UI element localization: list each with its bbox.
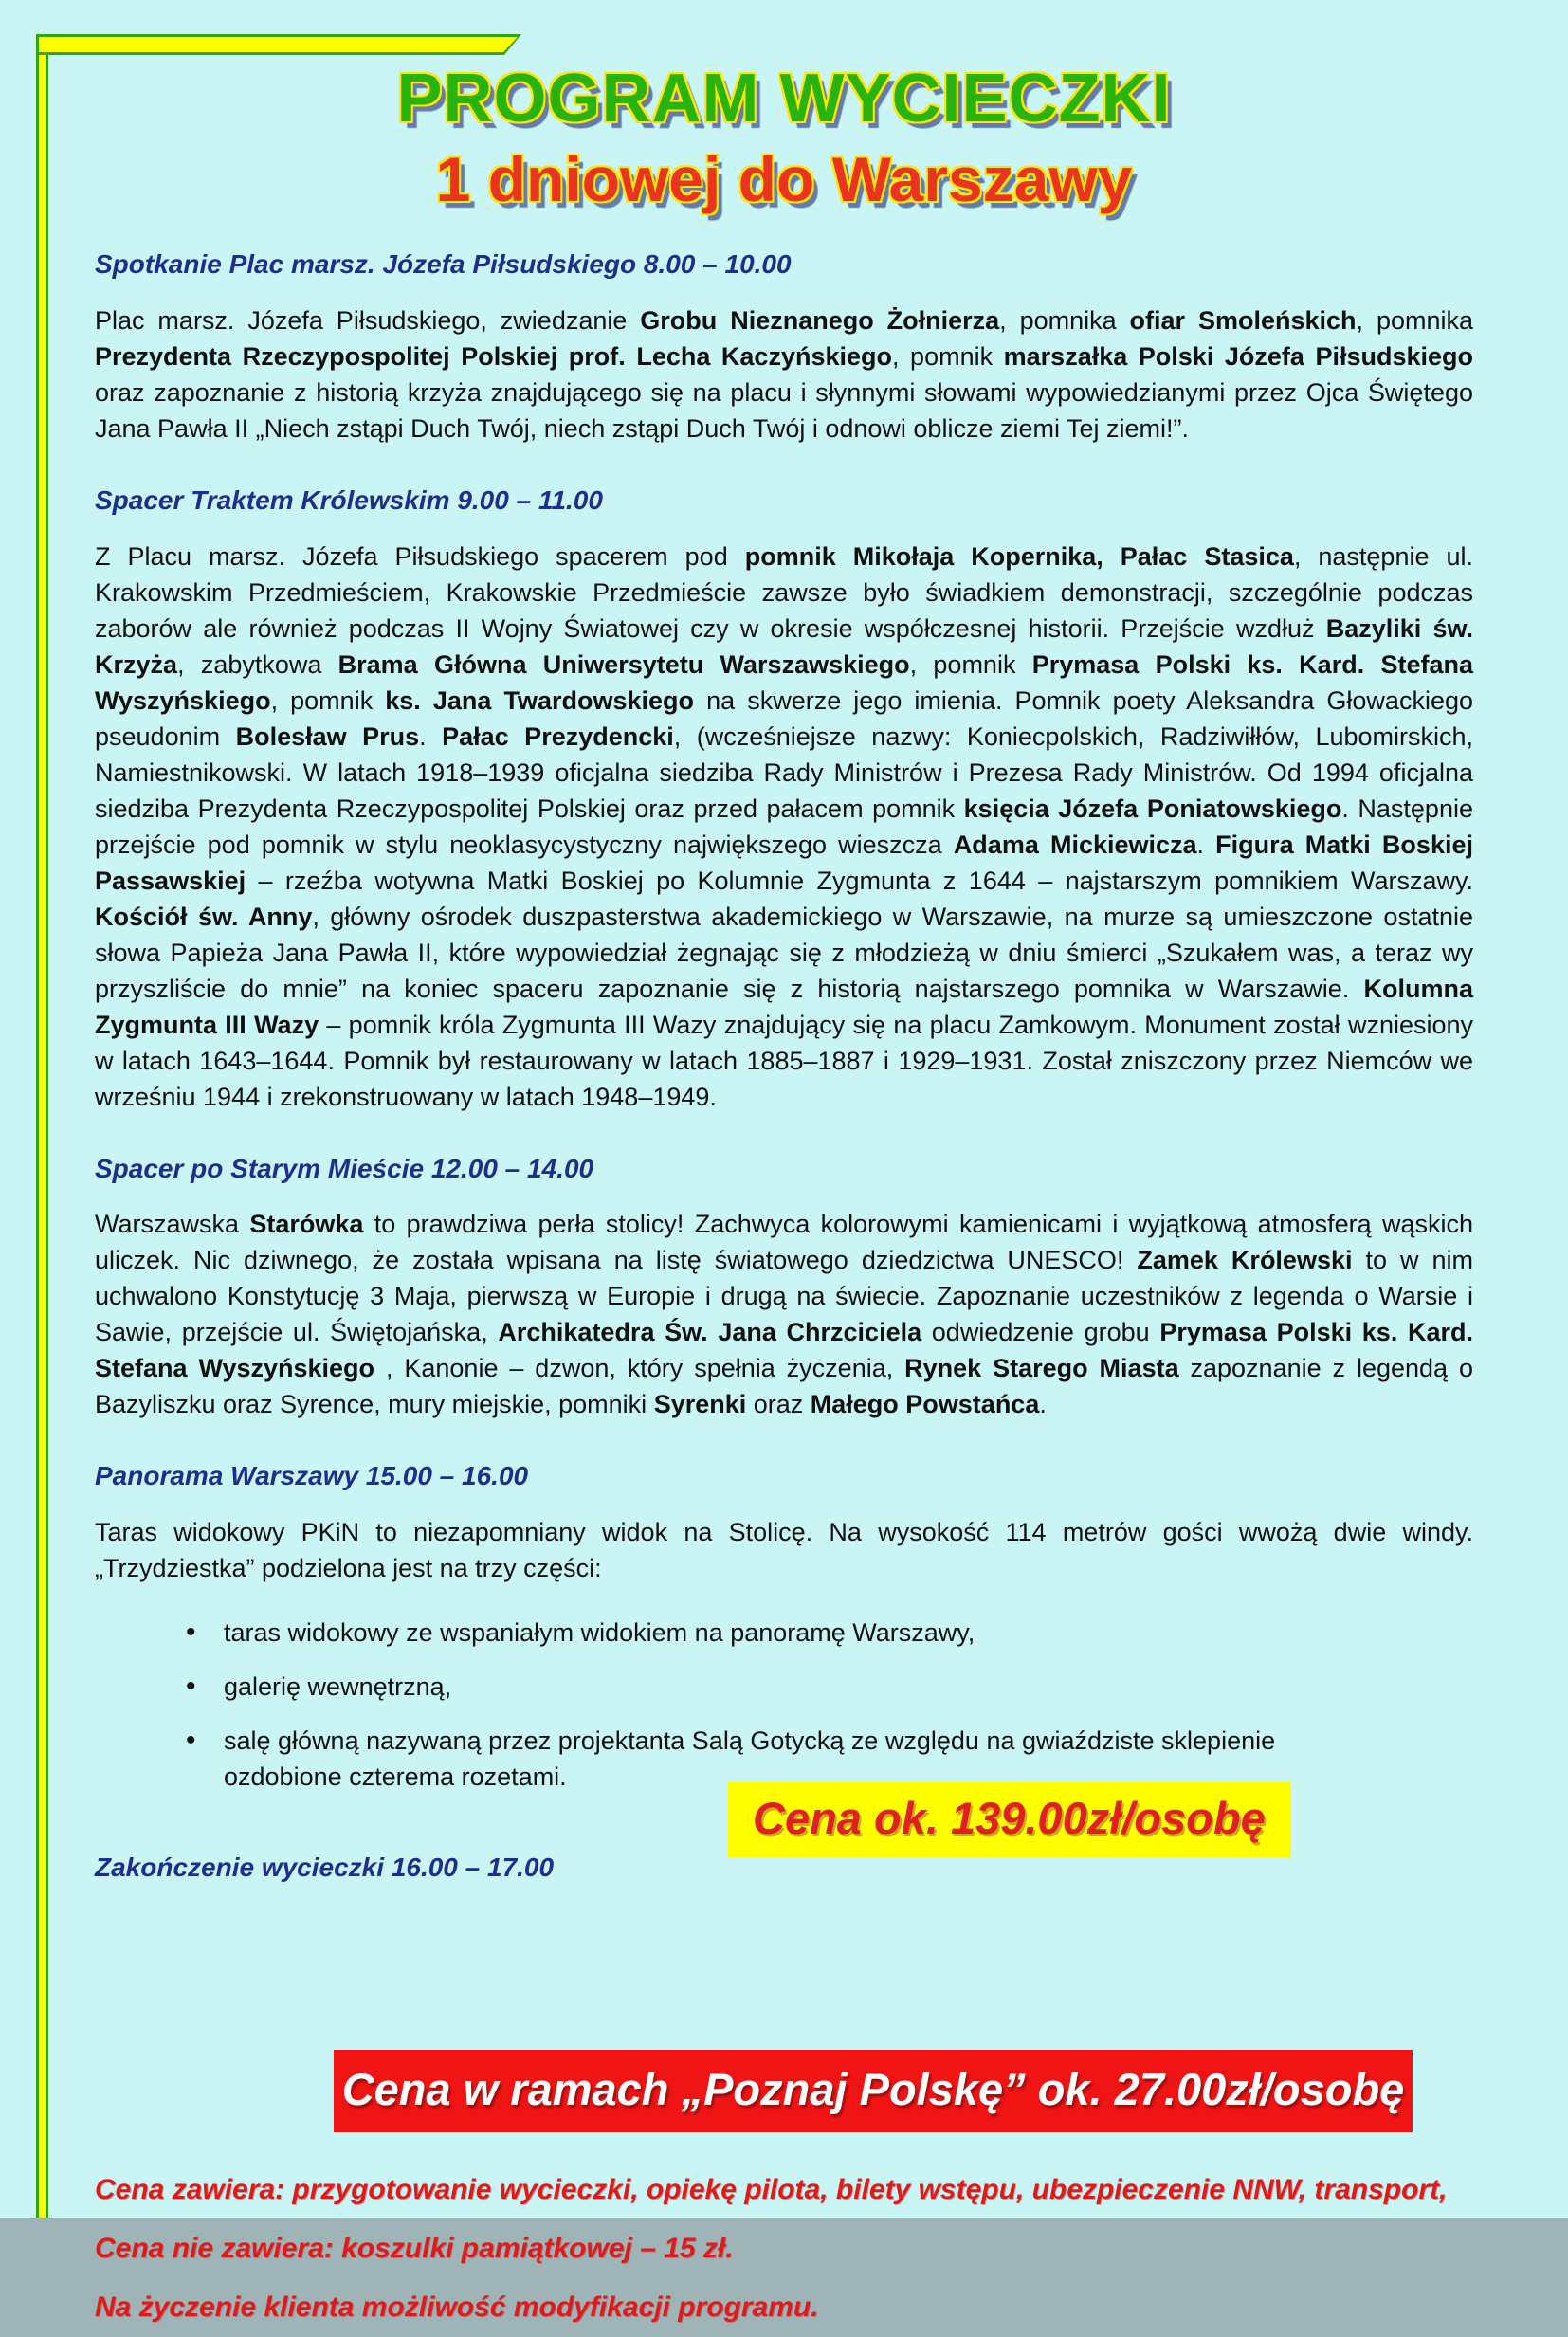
section-heading-spotkanie: Spotkanie Plac marsz. Józefa Piłsudskiego 8.00 – 10.00 (95, 249, 792, 279)
document-content (95, 250, 1473, 2337)
footer-line-modification: Na życzenie klienta możliwość modyfikacji programu. (95, 2291, 819, 2324)
price-banner-program (334, 2050, 1413, 2132)
section-heading-trakt-krolewski: Spacer Traktem Królewskim 9.00 – 11.00 (95, 484, 603, 515)
price-main-text: Cena ok. 139.00zł/osobę (753, 1793, 1266, 1844)
section-paragraph-spotkanie: Plac marsz. Józefa Piłsudskiego, zwiedzanie Grobu Nieznanego Żołnierza, pomnika ofiar Smoleńskich, pomnika Prezydenta Rzeczypospolitej Polskiej prof. Lecha Kaczyńskiego, pomnik marszałka Polski Józefa Piłsudskiego oraz zapoznanie z historią krzyża znajdującego się na placu i słynnymi słowami wypowiedzianymi przez Ojca Świętego Jana Pawła II „Niech zstąpi Duch Twój, niech zstąpi Duch Twój i odnowi oblicze ziemi Tej ziemi!”. (95, 305, 1473, 443)
footer-line-includes: Cena zawiera: przygotowanie wycieczki, opiekę pilota, bilety wstępu, ubezpieczenie NNW, transport, (95, 2174, 1448, 2206)
footer-notes (95, 2161, 1473, 2337)
section-heading-stare-miasto: Spacer po Starym Mieście 12.00 – 14.00 (95, 1153, 594, 1183)
pkin-bullet-list (95, 1615, 1473, 1795)
price-highlight-main (728, 1782, 1290, 1857)
top-accent-bar-fill (39, 37, 518, 52)
pricing-area (95, 1793, 1473, 1955)
section-paragraph-trakt-krolewski: Z Placu marsz. Józefa Piłsudskiego spacerem pod pomnik Mikołaja Kopernika, Pałac Stasica, następnie ul. Krakowskim Przedmieściem, Krakowskie Przedmieście zawsze było świadkiem demonstracji, szczególnie podczas zaborów ale również podczas II Wojny Światowej czy w okresie współczesnej historii. Przejście wzdłuż Bazyliki św. Krzyża, zabytkowa Brama Główna Uniwersytetu Warszawskiego, pomnik Prymasa Polski ks. Kard. Stefana Wyszyńskiego, pomnik ks. Jana Twardowskiego na skwerze jego imienia. Pomnik poety Aleksandra Głowackiego pseudonim Bolesław Prus. Pałac Prezydencki, (wcześniejsze nazwy: Koniecpolskich, Radziwiłłów, Lubomirskich, Namiestnikowski. W latach 1918–1939 oficjalna siedziba Rady Ministrów i Prezesa Rady Ministrów. Od 1994 oficjalna siedziba Prezydenta Rzeczypospolitej Polskiej oraz przed pałacem pomnik księcia Józefa Poniatowskiego. Następnie przejście pod pomnik w stylu neoklasycystyczny największego wieszcza Adama Mickiewicza. Figura Matki Boskiej Passawskiej – rzeźba wotywna Matki Boskiej po Kolumnie Zygmunta z 1644 – najstarszym pomnikiem Warszawy. Kościół św. Anny, główny ośrodek duszpasterstwa akademickiego w Warszawie, na murze są umieszczone ostatnie słowa Papieża Jana Pawła II, które wypowiedział żegnając się z młodzieżą w dniu śmierci „Szukałem was, a teraz wy przyszliście do mnie” na koniec spaceru zapoznanie się z historią najstarszego pomnika w Warszawie. Kolumna Zygmunta III Wazy – pomnik króla Zygmunta III Wazy znajdujący się na placu Zamkowym. Monument został wzniesiony w latach 1643–1644. Pomnik był restaurowany w latach 1885–1887 i 1929–1931. Został zniszczony przez Niemców we wrześniu 1944 i zrekonstruowany w latach 1948–1949. (95, 541, 1474, 1111)
top-accent-bar (36, 34, 521, 55)
list-item: • taras widokowy ze wspaniałym widokiem na panoramę Warszawy, (186, 1615, 1371, 1651)
section-heading-panorama: Panorama Warszawy 15.00 – 16.00 (95, 1461, 529, 1491)
left-accent-bar (36, 34, 48, 2218)
list-item: • salę główną nazywaną przez projektanta Salą Gotycką ze względu na gwiaździste sklepienie ozdobione czterema rozetami. (186, 1723, 1371, 1795)
section-heading-zakonczenie: Zakończenie wycieczki 16.00 – 17.00 (95, 1853, 555, 1883)
title-block (0, 0, 1568, 214)
price-program-text: Cena w ramach „Poznaj Polskę” ok. 27.00zł/osobę (341, 2064, 1405, 2115)
section-paragraph-panorama: Taras widokowy PKiN to niezapomniany widok na Stolicę. Na wysokość 114 metrów gości wwożą dwie windy. „Trzydziestka” podzielona jest na trzy części: (95, 1518, 1473, 1583)
list-item: • galerię wewnętrzną, (186, 1669, 1371, 1705)
page-subtitle: 1 dniowej do Warszawy (435, 144, 1133, 214)
section-paragraph-stare-miasto: Warszawska Starówka to prawdziwa perła stolicy! Zachwyca kolorowymi kamienicami i wyjątkową atmosferą wąskich uliczek. Nic dziwnego, że została wpisana na listę światowego dziedzictwa UNESCO! Zamek Królewski to w nim uchwalono Konstytucję 3 Maja, pierwszą w Europie i drugą na świecie. Zapoznanie uczestników z legenda o Warsie i Sawie, przejście ul. Świętojańska, Archikatedra Św. Jana Chrzciciela odwiedzenie grobu Prymasa Polski ks. Kard. Stefana Wyszyńskiego , Kanonie – dzwon, który spełnia życzenia, Rynek Starego Miasta zapoznanie z legendą o Bazyliszku oraz Syrence, mury miejskie, pomniki Syrenki oraz Małego Powstańca. (95, 1210, 1474, 1419)
page-title: PROGRAM WYCIECZKI (396, 61, 1172, 137)
footer-line-excludes: Cena nie zawiera: koszulki pamiątkowej – 15 zł. (95, 2233, 734, 2265)
